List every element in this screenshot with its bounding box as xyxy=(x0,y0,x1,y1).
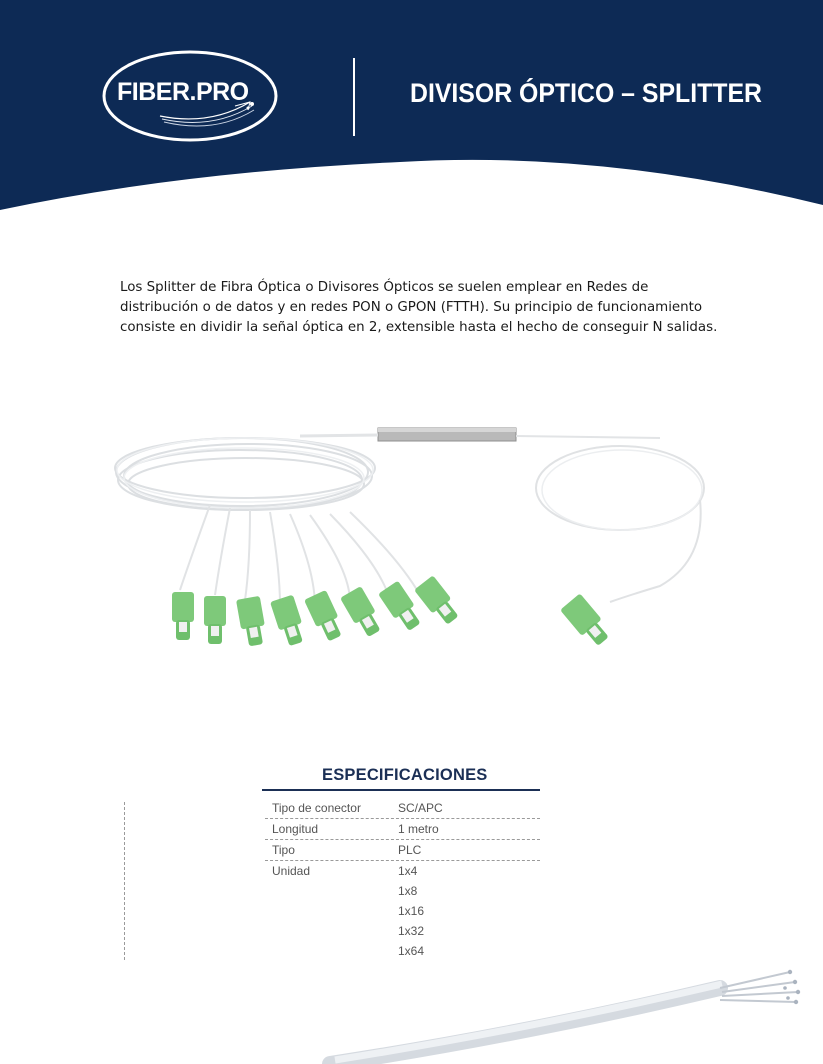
spec-value: 1x16 xyxy=(398,904,425,918)
table-row xyxy=(265,881,540,901)
spec-label: Longitud xyxy=(272,822,319,836)
intro-paragraph: Los Splitter de Fibra Óptica o Divisores Ópticos se suelen emplear en Redes de distribución o de datos y en redes PON o GPON (FTTH). Su principio de funcionamiento consiste en dividir la señal óptica en 2, extensible hasta el hecho de conseguir N salidas. xyxy=(120,280,718,335)
spec-value: 1x32 xyxy=(398,924,425,938)
spec-label: Unidad xyxy=(272,864,311,878)
specs-title-rule xyxy=(262,789,540,791)
spec-value: 1x8 xyxy=(398,884,418,898)
table-row xyxy=(265,901,540,921)
table-row xyxy=(265,861,540,881)
spec-value: SC/APC xyxy=(398,801,443,815)
spec-label: Tipo xyxy=(272,843,295,857)
specs-table xyxy=(265,798,540,961)
table-row xyxy=(265,941,540,961)
table-row xyxy=(265,798,540,819)
spec-value: 1 metro xyxy=(398,822,439,836)
specs-column-divider xyxy=(124,802,125,960)
spec-value: 1x4 xyxy=(398,864,418,878)
table-row xyxy=(265,840,540,861)
brand-name: FIBER.PRO xyxy=(117,78,249,106)
spec-value: 1x64 xyxy=(398,944,425,958)
specs-title: ESPECIFICACIONES xyxy=(322,766,488,784)
table-row xyxy=(265,819,540,840)
header-divider xyxy=(353,58,355,136)
table-row xyxy=(265,921,540,941)
fiber-splitter-photo-icon xyxy=(100,410,720,680)
fiber-cable-decoration-icon xyxy=(0,960,823,1064)
spec-value: PLC xyxy=(398,843,422,857)
page-title: DIVISOR ÓPTICO – SPLITTER xyxy=(410,78,762,108)
spec-label: Tipo de conector xyxy=(272,801,361,815)
